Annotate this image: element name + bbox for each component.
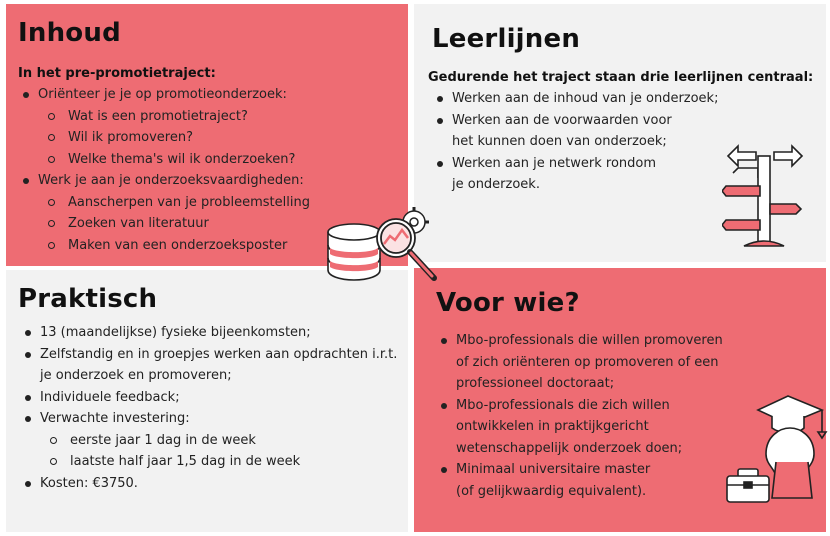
signpost-icon (722, 142, 808, 250)
list-item: Individuele feedback; (22, 387, 397, 409)
list-item-continued: wetenschappelijk onderzoek doen; (456, 440, 683, 456)
list-item: Werken aan de voorwaarden voor (434, 110, 718, 132)
inhoud-title: Inhoud (18, 18, 121, 48)
list-item-continued: het kunnen doen van onderzoek; (452, 134, 667, 149)
praktisch-list (22, 322, 397, 494)
list-item-continued: je onderzoek. (452, 177, 540, 192)
list-item: Zelfstandig en in groepjes werken aan opdrachten i.r.t. (22, 344, 397, 366)
briefcase-icon (724, 466, 772, 506)
list-item: Wil ik promoveren? (20, 127, 310, 149)
list-item: Werken aan de inhoud van je onderzoek; (434, 88, 718, 110)
list-item: Verwachte investering: (22, 408, 397, 430)
list-item: Mbo-professionals die zich willen (438, 395, 723, 417)
panel-praktisch (6, 270, 408, 532)
list-item: Werk je aan je onderzoeksvaardigheden: (20, 170, 310, 192)
list-item: eerste jaar 1 dag in de week (22, 430, 397, 452)
list-item: Maken van een onderzoeksposter (20, 235, 310, 257)
list-item: laatste half jaar 1,5 dag in de week (22, 451, 397, 473)
list-item: Wat is een promotietraject? (20, 106, 310, 128)
voorwie-title: Voor wie? (436, 288, 580, 318)
list-item: Werken aan je netwerk rondom (434, 153, 718, 175)
list-item: Kosten: €3750. (22, 473, 397, 495)
list-item: Zoeken van literatuur (20, 213, 310, 235)
inhoud-list (20, 84, 310, 256)
list-item: Oriënteer je je op promotieonderzoek: (20, 84, 310, 106)
list-item-continued: je onderzoek en promoveren; (40, 368, 232, 383)
list-item: 13 (maandelijkse) fysieke bijeenkomsten; (22, 322, 397, 344)
inhoud-subtitle: In het pre-promotietraject: (18, 66, 216, 81)
leerlijnen-subtitle: Gedurende het traject staan drie leerlijnen centraal: (428, 70, 814, 85)
list-item: Welke thema's wil ik onderzoeken? (20, 149, 310, 171)
list-item-continued: of zich oriënteren op promoveren of een (456, 354, 719, 370)
leerlijnen-title: Leerlijnen (432, 24, 581, 54)
praktisch-title: Praktisch (18, 284, 158, 314)
list-item-continued: professioneel doctoraat; (456, 376, 615, 391)
voorwie-list (438, 330, 723, 502)
list-item-continued: (of gelijkwaardig equivalent). (456, 483, 647, 499)
list-item: Mbo-professionals die willen promoveren (438, 330, 723, 352)
leerlijnen-list (434, 88, 718, 196)
list-item: Aanscherpen van je probleemstelling (20, 192, 310, 214)
list-item: Minimaal universitaire master (438, 459, 723, 481)
database-magnifier-icon (322, 204, 444, 286)
list-item-continued: ontwikkelen in praktijkgericht (456, 419, 649, 434)
